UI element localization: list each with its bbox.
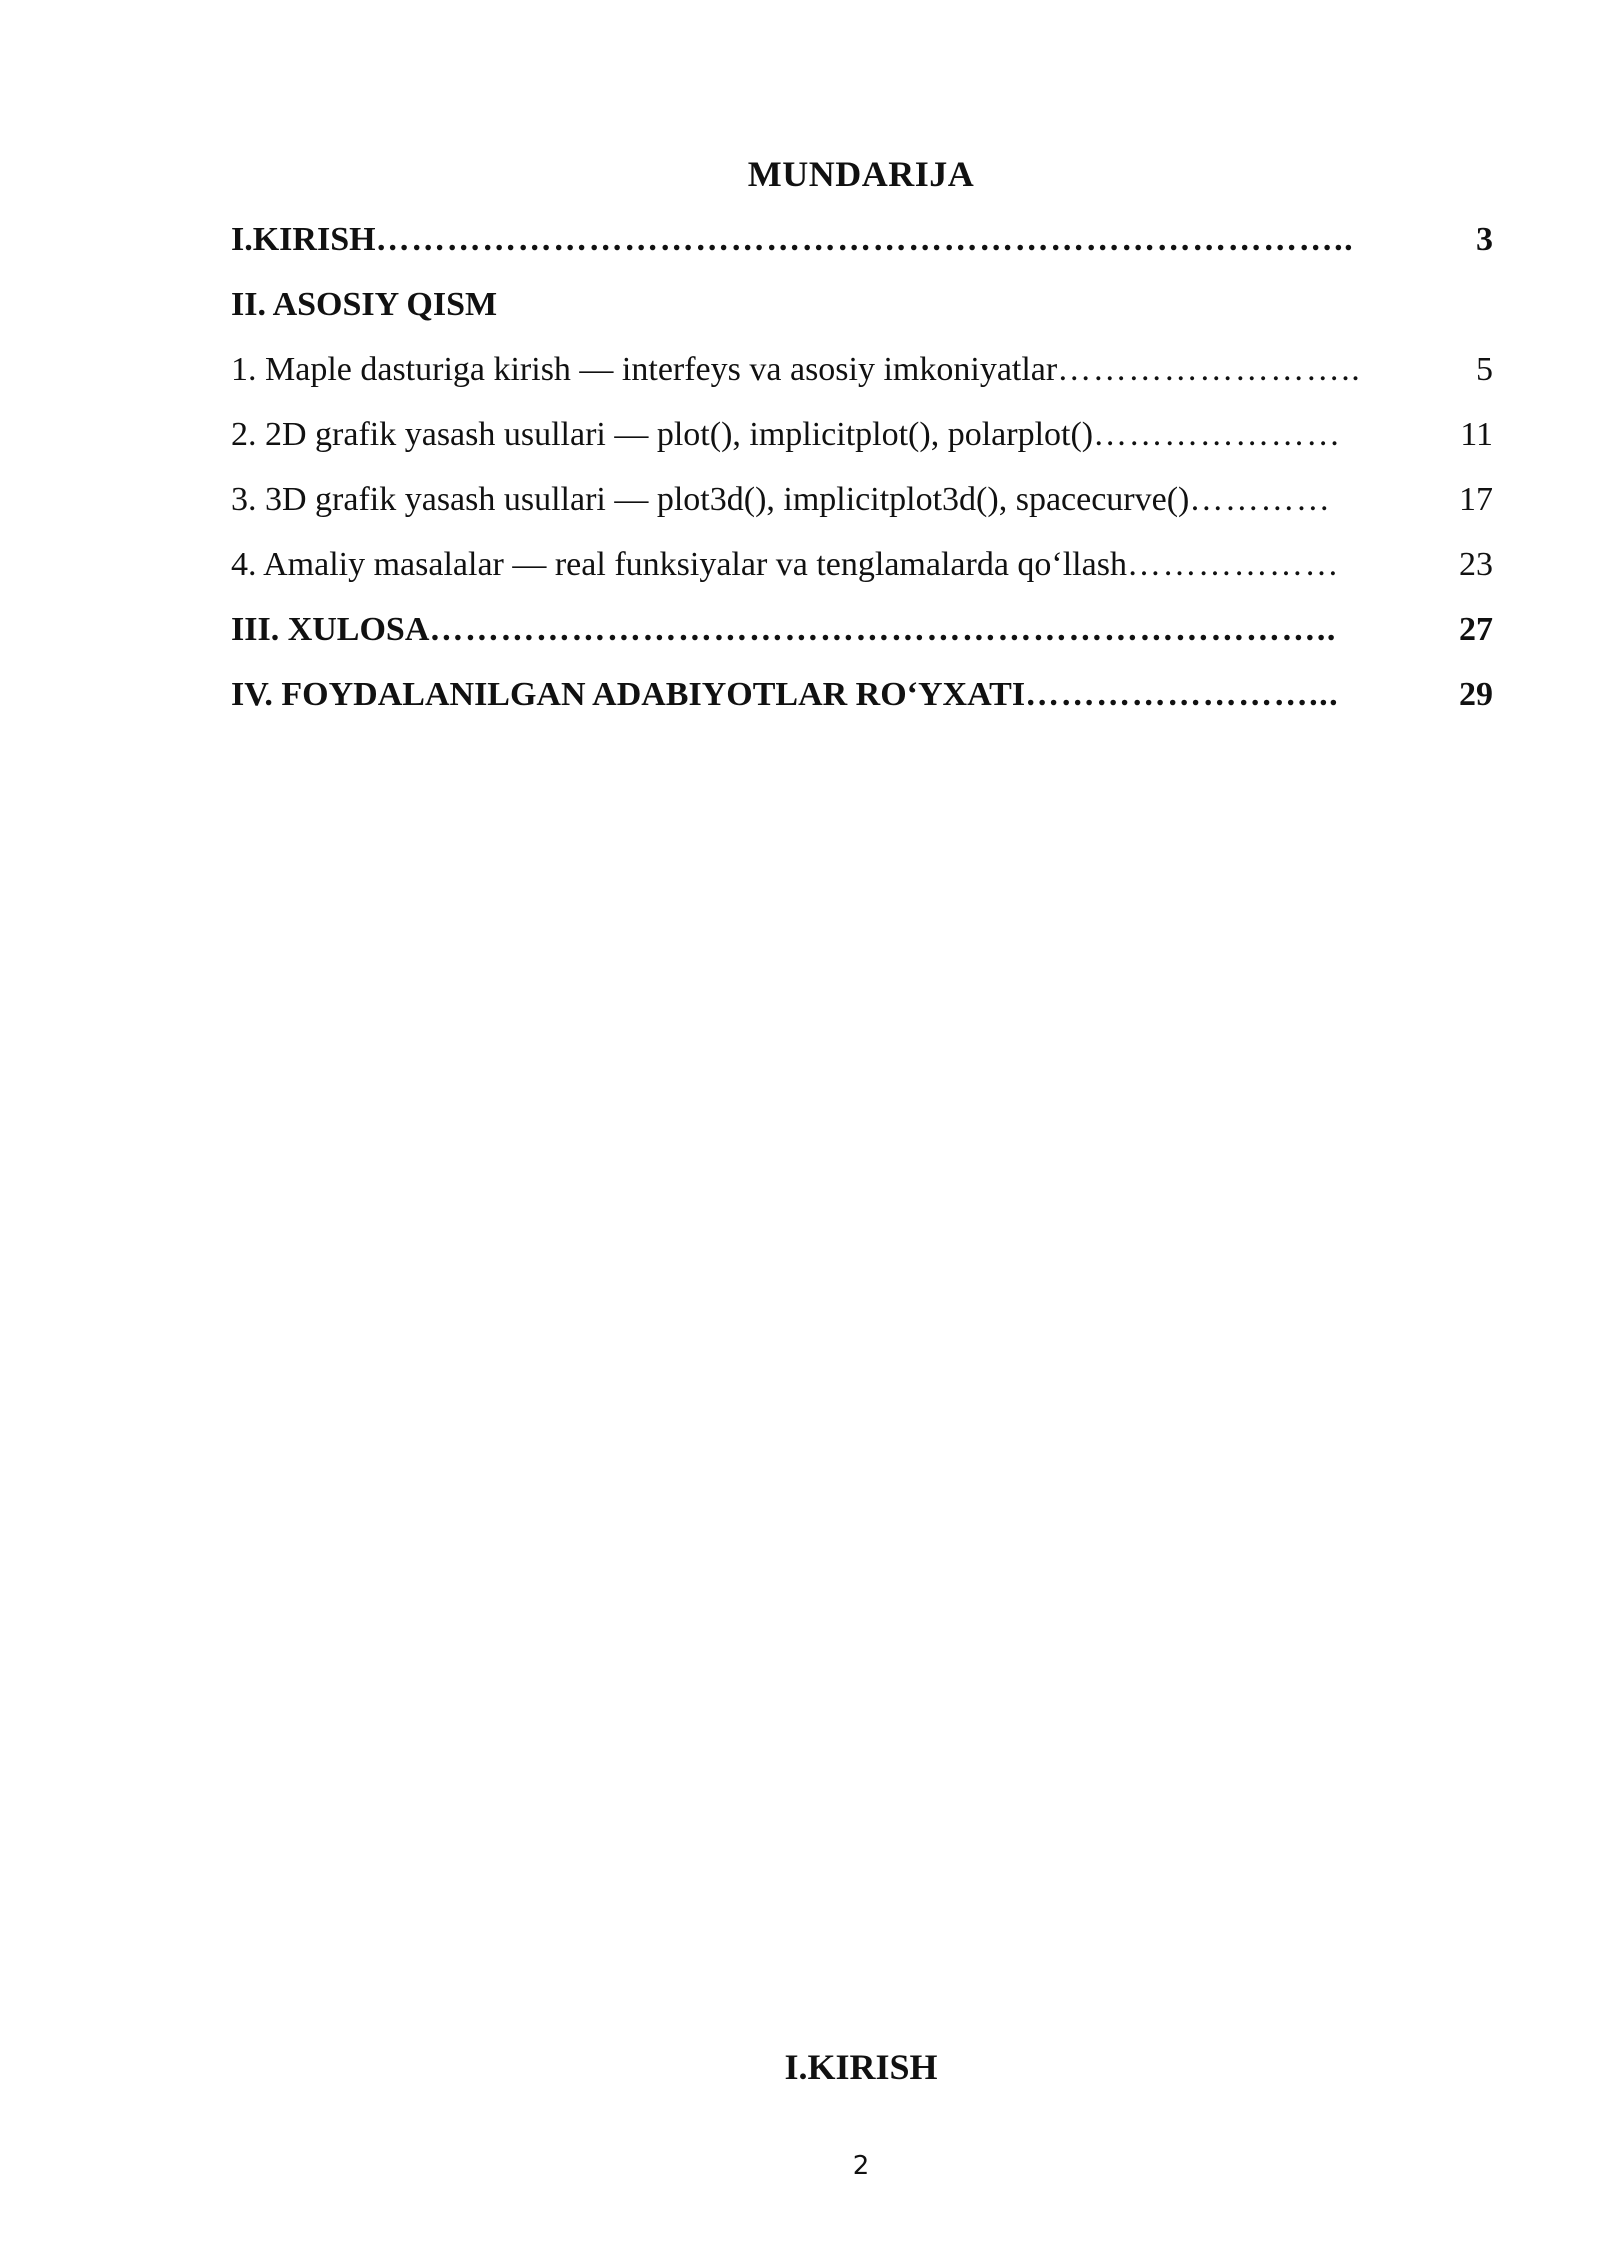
- toc-entry-label: 2. 2D grafik yasash usullari — plot(), implicitplot(), polarplot(): [231, 416, 1094, 453]
- toc-entry-3d-plotting[interactable]: [231, 478, 1493, 543]
- toc-leader-dots: ………………: [1126, 546, 1340, 583]
- toc-entry-page: 3: [1476, 221, 1493, 258]
- toc-leader-dots: …………: [1189, 481, 1332, 518]
- toc-leader-dots: ………………………………………………………………………..: [375, 221, 1355, 258]
- toc-entry-references[interactable]: [231, 673, 1493, 738]
- section-heading-kirish: I.KIRISH: [784, 2047, 938, 2087]
- toc-entry-2d-plotting[interactable]: [231, 413, 1493, 478]
- toc-entry-page: 29: [1459, 676, 1493, 713]
- toc-entry-label: I.KIRISH: [231, 221, 376, 258]
- toc-entry-asosiy-qism[interactable]: [231, 283, 1493, 348]
- toc-entry-xulosa[interactable]: [231, 608, 1493, 673]
- page-number: 2: [852, 2151, 870, 2181]
- toc-entry-label: III. XULOSA: [231, 611, 430, 648]
- toc-entry-label: 4. Amaliy masalalar — real funksiyalar va tenglamalarda qo‘llash: [231, 546, 1127, 583]
- toc-entry-practical-problems[interactable]: [231, 543, 1493, 608]
- toc-entry-kirish[interactable]: [231, 218, 1493, 283]
- toc-entry-page: 27: [1459, 611, 1493, 648]
- toc-heading: MUNDARIJA: [747, 154, 975, 194]
- toc-entry-page: 17: [1459, 481, 1493, 518]
- toc-entry-page: 11: [1460, 416, 1493, 453]
- table-of-contents: [231, 218, 1493, 738]
- toc-leader-dots: …………………………………………………………………..: [429, 611, 1337, 648]
- toc-entry-page: 23: [1459, 546, 1493, 583]
- toc-entry-page: 5: [1476, 351, 1493, 388]
- toc-leader-dots: …………………: [1093, 416, 1342, 453]
- toc-entry-label: 3. 3D grafik yasash usullari — plot3d(), implicitplot3d(), spacecurve(): [231, 481, 1190, 518]
- toc-leader-dots: ……………………...: [1025, 676, 1340, 713]
- toc-entry-label: IV. FOYDALANILGAN ADABIYOTLAR RO‘YXATI: [231, 676, 1026, 713]
- toc-entry-maple-intro[interactable]: [231, 348, 1493, 413]
- toc-leader-dots: ……………………..: [1057, 351, 1362, 388]
- toc-entry-label: 1. Maple dasturiga kirish — interfeys va asosiy imkoniyatlar: [231, 351, 1058, 388]
- toc-entry-label: II. ASOSIY QISM: [231, 286, 498, 323]
